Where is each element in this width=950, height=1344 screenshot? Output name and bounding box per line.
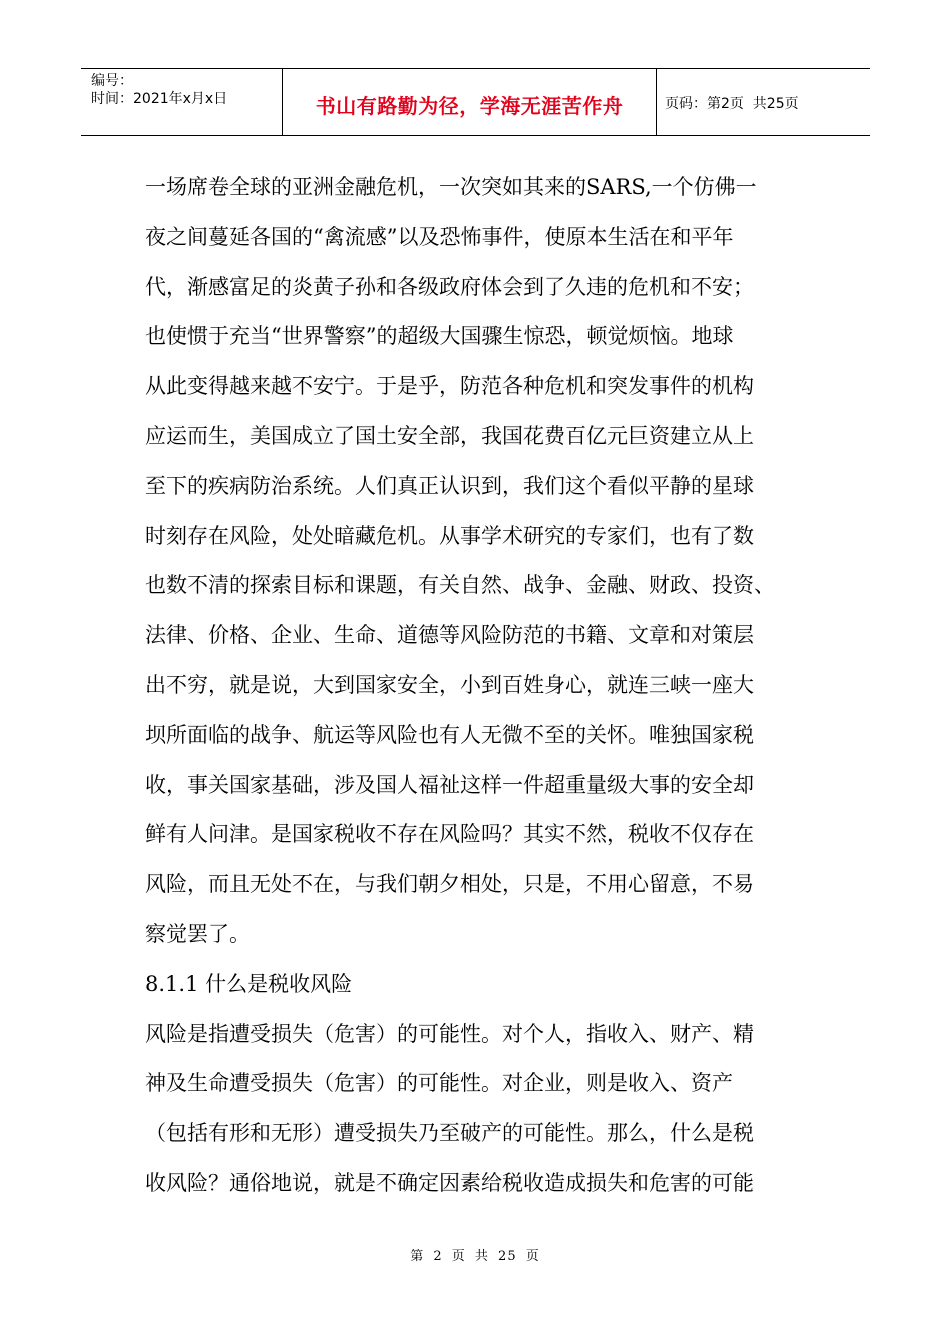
body-line: 收，事关国家基础，涉及国人福祉这样一件超重量级大事的安全却 xyxy=(145,772,754,797)
body-line: 应运而生，美国成立了国土安全部，我国花费百亿元巨资建立从上 xyxy=(145,423,754,448)
body-line: 至下的疾病防治系统。人们真正认识到，我们这个看似平静的星球 xyxy=(145,473,754,498)
header-page-info-cell xyxy=(657,69,870,135)
header-meta-cell xyxy=(81,69,283,135)
document-body xyxy=(145,163,825,1209)
body-line: 鲜有人问津。是国家税收不存在风险吗？其实不然，税收不仅存在 xyxy=(145,822,754,847)
header-page-info: 页码：第2页 共25页 xyxy=(665,96,799,112)
body-line: 夜之间蔓延各国的“禽流感”以及恐怖事件，使原本生活在和平年 xyxy=(145,224,734,249)
document-time-label: 时间：2021年x月x日 xyxy=(91,91,228,107)
body-line: 也使惯于充当“世界警察”的超级大国骤生惊恐，顿觉烦恼。地球 xyxy=(145,324,734,349)
header-motto: 书山有路勤为径，学海无涯苦作舟 xyxy=(283,69,657,135)
body-line: 出不穷，就是说，大到国家安全，小到百姓身心，就连三峡一座大 xyxy=(145,672,754,697)
body-line: 也数不清的探索目标和课题，有关自然、战争、金融、财政、投资、 xyxy=(145,573,775,598)
body-line: 法律、价格、企业、生命、道德等风险防范的书籍、文章和对策层 xyxy=(145,623,754,648)
body-line: 一场席卷全球的亚洲金融危机，一次突如其来的SARS,一个仿佛一 xyxy=(145,175,757,199)
body-line: 风险是指遭受损失（危害）的可能性。对个人，指收入、财产、精 xyxy=(145,1021,754,1046)
page-footer: 第 2 页 共 25 页 xyxy=(410,1249,540,1264)
body-line: 坝所面临的战争、航运等风险也有人无微不至的关怀。唯独国家税 xyxy=(145,722,754,747)
body-line: 时刻存在风险，处处暗藏危机。从事学术研究的专家们，也有了数 xyxy=(145,523,754,548)
body-line: 从此变得越来越不安宁。于是乎，防范各种危机和突发事件的机构 xyxy=(145,374,754,399)
body-line: 代，渐感富足的炎黄子孙和各级政府体会到了久违的危机和不安； xyxy=(145,274,754,299)
document-number-label: 编号： xyxy=(91,73,133,89)
body-line: 收风险？通俗地说，就是不确定因素给税收造成损失和危害的可能 xyxy=(145,1170,754,1195)
body-line: 神及生命遭受损失（危害）的可能性。对企业，则是收入、资产 xyxy=(145,1071,733,1096)
body-line: 风险，而且无处不在，与我们朝夕相处，只是，不用心留意，不易 xyxy=(145,872,754,897)
body-line: （包括有形和无形）遭受损失乃至破产的可能性。那么，什么是税 xyxy=(145,1121,754,1146)
page-header xyxy=(81,68,870,136)
body-line: 察觉罢了。 xyxy=(145,921,250,946)
section-heading: 8.1.1 什么是税收风险 xyxy=(145,971,353,996)
